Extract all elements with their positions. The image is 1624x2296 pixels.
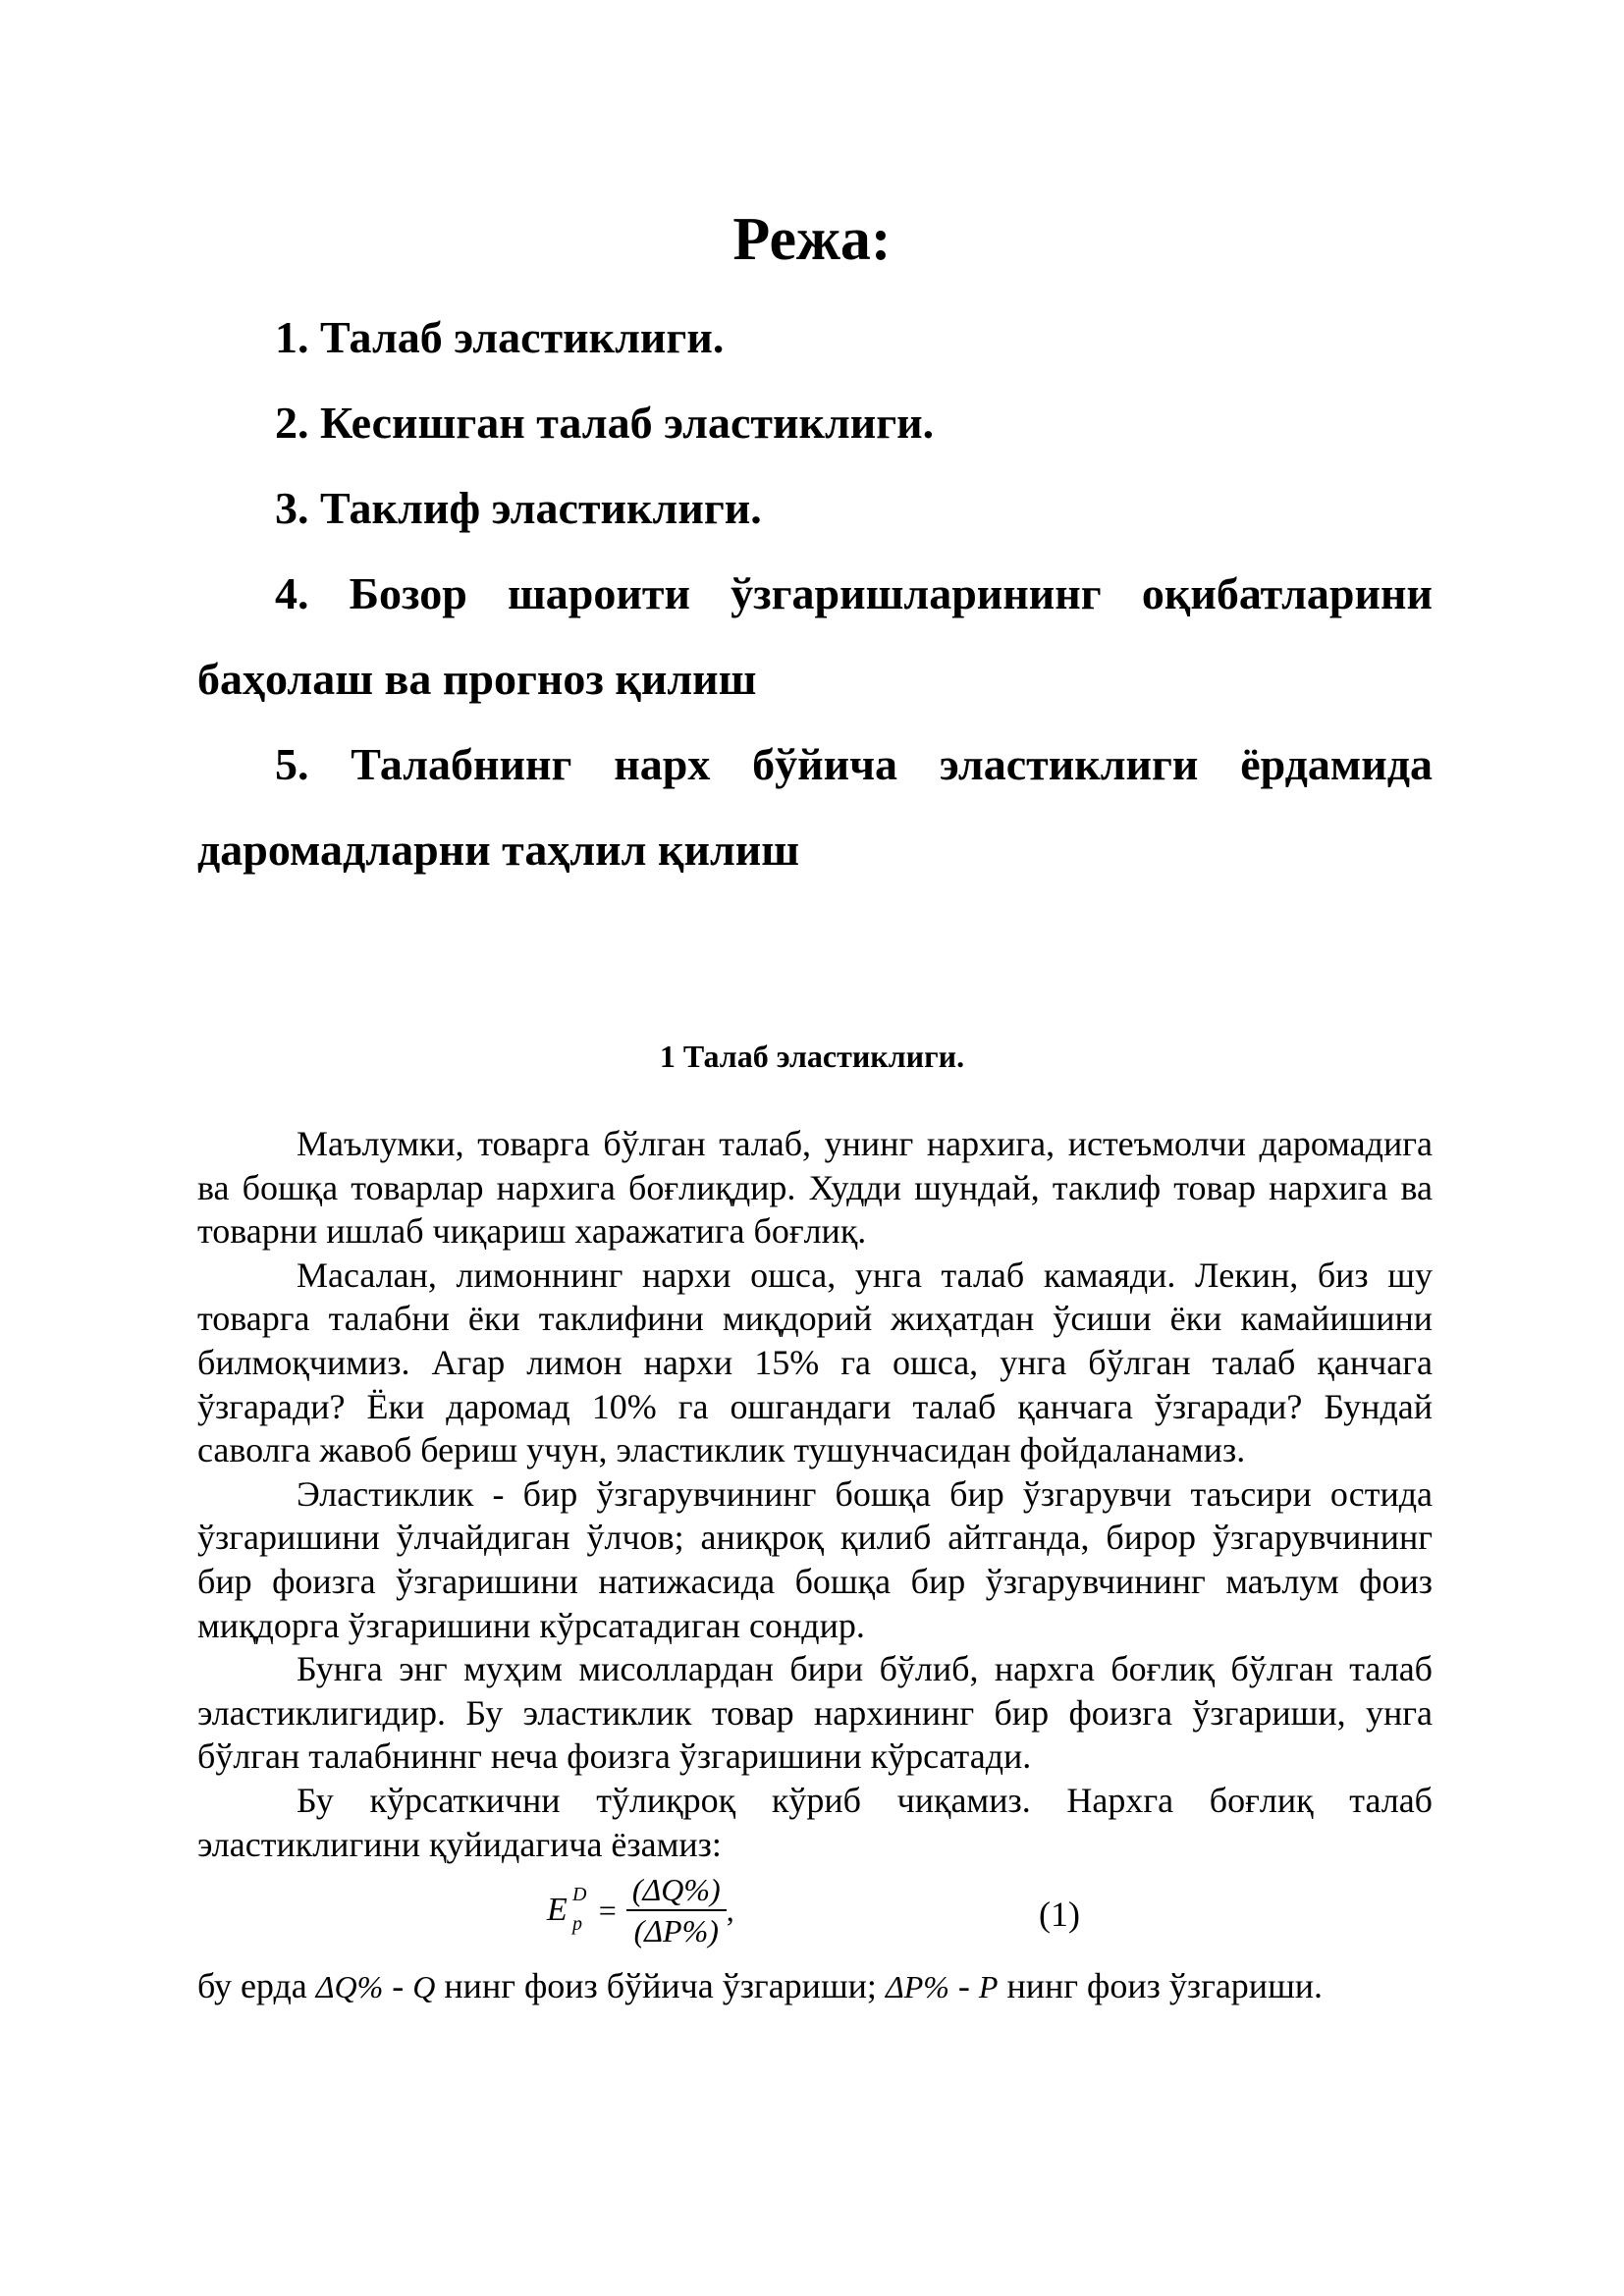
- plan-item-2: 2. Кесишган талаб эластиклиги.: [275, 398, 935, 448]
- closing-text-3: нинг фоиз бўйича ўзгариши;: [435, 1966, 886, 2006]
- closing-delta-p: ΔP%: [885, 1969, 949, 2005]
- formula-lhs-base: E: [547, 1892, 568, 1929]
- section-body: [197, 1122, 1433, 2009]
- closing-q: Q: [412, 1969, 436, 2005]
- formula-lhs-sub: p: [572, 1913, 582, 1936]
- paragraph-closing: [197, 1964, 1433, 2009]
- formula-denominator: (ΔP%): [633, 1913, 719, 1949]
- closing-text-1: бу ерда: [197, 1966, 316, 2006]
- equation-number: (1): [1039, 1895, 1080, 1935]
- plan-list: [197, 294, 1433, 892]
- paragraph-5: Бу кўрсаткични тўлиқроқ кўриб чиқамиз. Нархга боғлиқ талаб эластиклигини қуйидагича ёзамиз:: [197, 1780, 1433, 1864]
- formula-comma: ,: [726, 1892, 734, 1928]
- paragraph-4: Бунга энг муҳим мисоллардан бири бўлиб, нархга боғлиқ бўлган талаб эластиклигидир. Бу эластиклик товар нархининг бир фоизга ўзгариши, унга бўлган талабниннг неча фоизга ўзгаришини кўрсатади.: [197, 1649, 1433, 1777]
- section-title: 1 Талаб эластиклиги.: [659, 1039, 965, 1074]
- plan-item-3: 3. Таклиф эластиклиги.: [275, 483, 762, 533]
- formula-fraction: [626, 1870, 727, 1950]
- paragraph-1: Маълумки, товарга бўлган талаб, унинг нархига, истеъмолчи даромадига ва бошқа товарлар нархига боғлиқдир. Худди шундай, таклиф товар нархига ва товарни ишлаб чиқариш харажатига боғлиқ.: [197, 1124, 1433, 1252]
- closing-delta-q: ΔQ%: [315, 1969, 384, 2005]
- plan-item-5: 5. Талабнинг нарх бўйича эластиклиги ёрдамида даромадларни таҳлил қилиш: [197, 739, 1433, 875]
- plan-title: Режа:: [732, 206, 892, 273]
- formula-row: [197, 1866, 1433, 1964]
- plan-item-1: 1. Талаб эластиклиги.: [275, 312, 725, 362]
- formula-equals: =: [598, 1892, 617, 1928]
- closing-p: P: [978, 1969, 999, 2005]
- formula-numerator: (ΔQ%): [626, 1870, 727, 1911]
- plan-item-4: 4. Бозор шароити ўзгаришларининг оқибатларини баҳолаш ва прогноз қилиш: [197, 568, 1433, 704]
- elasticity-formula: [547, 1870, 734, 1950]
- paragraph-3: Эластиклик - бир ўзгарувчининг бошқа бир ўзгарувчи таъсири остида ўзгаришини ўлчайдиган ўлчов; аниқроқ қилиб айтганда, бирор ўзгарувчининг бир фоизга ўзгаришини натижасида бошқа бир ўзгарувчининг маълум фоиз миқдорга ўзгаришини кўрсатадиган сондир.: [197, 1473, 1433, 1645]
- closing-text-4: -: [948, 1966, 979, 2006]
- formula-lhs: [547, 1884, 587, 1936]
- closing-text-5: нинг фоиз ўзгариши.: [998, 1966, 1324, 2006]
- formula-lhs-sup: D: [572, 1884, 587, 1906]
- paragraph-2: Масалан, лимоннинг нархи ошса, унга талаб камаяди. Лекин, биз шу товарга талабни ёки таклифини миқдорий жиҳатдан ўсиши ёки камайишини билмоқчимиз. Агар лимон нархи 15% га ошса, унга бўлган талаб қанчага ўзгаради? Ёки даромад 10% га ошгандаги талаб қанчага ўзгаради? Бундай саволга жавоб бериш учун, эластиклик тушунчасидан фойдаланамиз.: [197, 1255, 1433, 1470]
- closing-text-2: -: [383, 1966, 413, 2006]
